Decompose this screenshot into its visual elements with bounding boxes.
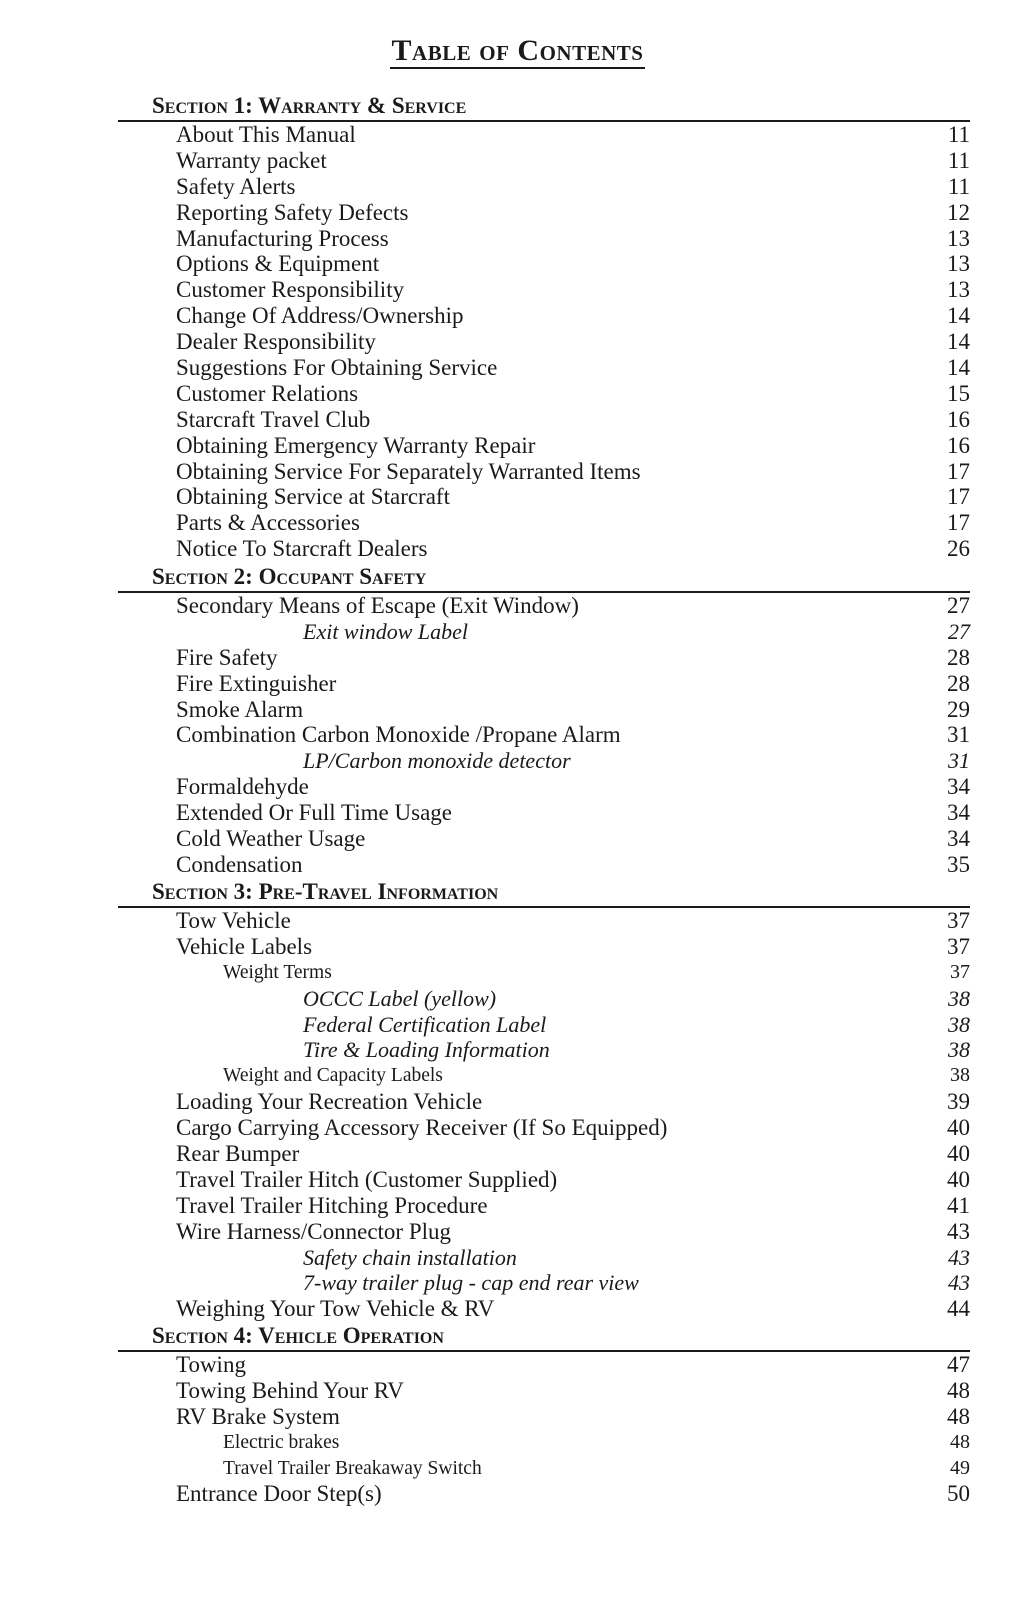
- toc-entry-page-number: 38: [948, 985, 970, 1011]
- toc-entry[interactable]: [118, 1404, 970, 1430]
- toc-entry[interactable]: [118, 484, 970, 510]
- toc-entry-page-number: 16: [947, 406, 970, 432]
- toc-entry-page-number: 40: [947, 1166, 970, 1192]
- toc-entry-page-number: 13: [947, 251, 970, 277]
- toc-entry[interactable]: [118, 645, 970, 671]
- toc-entry-page-number: 17: [947, 510, 970, 536]
- toc-entry-page-number: 29: [947, 696, 970, 722]
- toc-entry-page-number: 17: [947, 484, 970, 510]
- toc-entry[interactable]: [118, 1219, 970, 1245]
- toc-entry-page-number: 14: [947, 329, 970, 355]
- toc-entry[interactable]: [118, 826, 970, 852]
- toc-section-1: [118, 92, 970, 562]
- toc-entry-title: Safety Alerts: [176, 173, 296, 199]
- toc-entry-title: RV Brake System: [176, 1403, 340, 1429]
- toc-entry-page-number: 16: [947, 432, 970, 458]
- toc-entry[interactable]: [118, 1270, 970, 1296]
- toc-section-3: [118, 878, 970, 1322]
- toc-entry[interactable]: [118, 174, 970, 200]
- toc-entry-page-number: 41: [947, 1192, 970, 1218]
- toc-entry-title: Customer Responsibility: [176, 277, 405, 303]
- toc-entry-page-number: 43: [948, 1270, 970, 1296]
- toc-entry-title: Federal Certification Label: [303, 1011, 547, 1037]
- toc-entry-page-number: 39: [947, 1089, 970, 1115]
- toc-entry[interactable]: [118, 381, 970, 407]
- toc-entry-page-number: 37: [950, 960, 970, 983]
- toc-entry[interactable]: [118, 671, 970, 697]
- toc-entry-page-number: 14: [947, 303, 970, 329]
- toc-entry[interactable]: [118, 908, 970, 934]
- toc-entry[interactable]: [118, 852, 970, 878]
- toc-entry-title: Suggestions For Obtaining Service: [176, 355, 498, 381]
- toc-entry[interactable]: [118, 774, 970, 800]
- toc-entry-page-number: 49: [950, 1456, 970, 1479]
- toc-entry[interactable]: [118, 1481, 970, 1507]
- page-title-text: Table of Contents: [391, 34, 644, 67]
- toc-entry-page-number: 47: [947, 1352, 970, 1377]
- toc-entry-page-number: 12: [947, 199, 970, 225]
- toc-entry-page-number: 13: [947, 225, 970, 251]
- toc-entry[interactable]: [118, 459, 970, 485]
- toc-entry-title: Parts & Accessories: [176, 510, 360, 536]
- toc-entry-title: Condensation: [176, 851, 303, 877]
- toc-entry-page-number: 14: [947, 355, 970, 381]
- toc-entry-title: Obtaining Emergency Warranty Repair: [176, 432, 536, 458]
- toc-entry-page-number: 27: [948, 618, 970, 644]
- section-heading: Section 4: Vehicle Operation: [118, 1322, 970, 1352]
- toc-entry-page-number: 38: [948, 1037, 970, 1063]
- toc-entry-title: Dealer Responsibility: [176, 329, 376, 355]
- toc-entry-title: Travel Trailer Hitching Procedure: [176, 1192, 488, 1218]
- toc-entry[interactable]: [118, 986, 970, 1012]
- toc-entry[interactable]: [118, 329, 970, 355]
- toc-entry-page-number: 17: [947, 458, 970, 484]
- toc-entry[interactable]: [118, 1296, 970, 1322]
- toc-entry[interactable]: [118, 1063, 970, 1089]
- toc-entry[interactable]: [118, 1167, 970, 1193]
- toc-entry-title: Starcraft Travel Club: [176, 406, 371, 432]
- toc-entry-title: Formaldehyde: [176, 774, 309, 800]
- toc-entry[interactable]: [118, 510, 970, 536]
- toc-entry-title: Fire Safety: [176, 644, 278, 670]
- toc-entry-page-number: 31: [947, 722, 970, 748]
- toc-entry[interactable]: [118, 1245, 970, 1271]
- toc-entry-page-number: 13: [947, 277, 970, 303]
- toc-entry-page-number: 38: [950, 1064, 970, 1087]
- toc-entry-page-number: 35: [947, 851, 970, 877]
- toc-entry[interactable]: [118, 303, 970, 329]
- section-heading: Section 1: Warranty & Service: [118, 92, 970, 122]
- toc-entry-title: Towing Behind Your RV: [176, 1377, 404, 1403]
- toc-entry-title: Rear Bumper: [176, 1141, 300, 1167]
- toc-entry-title: Options & Equipment: [176, 251, 380, 277]
- toc-entry[interactable]: [118, 433, 970, 459]
- toc-entry[interactable]: [118, 1037, 970, 1063]
- toc-entry-page-number: 28: [947, 670, 970, 696]
- toc-entry-title: Tow Vehicle: [176, 908, 291, 933]
- toc-entry-title: Electric brakes: [223, 1431, 340, 1453]
- toc-entry[interactable]: [118, 697, 970, 723]
- toc-entry-page-number: 48: [947, 1403, 970, 1429]
- toc-entry-title: LP/Carbon monoxide detector: [303, 748, 571, 774]
- toc-entry-title: Loading Your Recreation Vehicle: [176, 1089, 483, 1115]
- toc-entry-page-number: 38: [948, 1011, 970, 1037]
- toc-entry-page-number: 15: [947, 380, 970, 406]
- toc-entry-title: Towing: [176, 1352, 246, 1377]
- toc-entry[interactable]: [118, 251, 970, 277]
- toc-entry[interactable]: [118, 960, 970, 986]
- toc-entry[interactable]: [118, 1089, 970, 1115]
- toc-entry-title: Obtaining Service at Starcraft: [176, 484, 450, 510]
- toc-entry-title: OCCC Label (yellow): [303, 985, 497, 1011]
- toc-entry[interactable]: [118, 1141, 970, 1167]
- toc-entry[interactable]: [118, 1430, 970, 1456]
- toc-entry-title: Extended Or Full Time Usage: [176, 800, 452, 826]
- toc-entry-title: Weight and Capacity Labels: [223, 1065, 443, 1087]
- toc-entry-title: Secondary Means of Escape (Exit Window): [176, 593, 579, 618]
- toc-entry-page-number: 37: [947, 908, 970, 933]
- toc-entry[interactable]: [118, 1012, 970, 1038]
- toc-entry[interactable]: [118, 355, 970, 381]
- toc-entry[interactable]: [118, 800, 970, 826]
- toc-entry-page-number: 31: [948, 748, 970, 774]
- section-heading: Section 2: Occupant Safety: [118, 563, 970, 593]
- toc-entry-title: Weight Terms: [223, 961, 332, 983]
- toc-entry-title: Entrance Door Step(s): [176, 1481, 382, 1507]
- toc-entry-title: Vehicle Labels: [176, 933, 313, 959]
- toc-entry-title: Warranty packet: [176, 147, 327, 173]
- toc-entry-page-number: 27: [947, 593, 970, 618]
- toc-entry-page-number: 11: [947, 122, 970, 147]
- toc-entry[interactable]: [118, 934, 970, 960]
- toc-entry-page-number: 43: [948, 1244, 970, 1270]
- toc-section-2: [118, 563, 970, 878]
- toc-entry-page-number: 34: [947, 774, 970, 800]
- toc-entry-page-number: 40: [947, 1115, 970, 1141]
- toc-entry-title: Safety chain installation: [303, 1244, 517, 1270]
- toc-entry[interactable]: [118, 593, 970, 619]
- toc-entry-title: Travel Trailer Breakaway Switch: [223, 1457, 482, 1479]
- toc-entry[interactable]: [118, 536, 970, 562]
- toc-entry-title: Weighing Your Tow Vehicle & RV: [176, 1296, 495, 1322]
- toc-entry-title: Customer Relations: [176, 380, 359, 406]
- toc-entry-page-number: 11: [947, 173, 970, 199]
- toc-entry-page-number: 34: [947, 826, 970, 852]
- toc-entry-title: Travel Trailer Hitch (Customer Supplied): [176, 1166, 558, 1192]
- toc-entry[interactable]: [118, 148, 970, 174]
- toc-entry[interactable]: [118, 226, 970, 252]
- toc-entry[interactable]: [118, 1352, 970, 1378]
- toc-entry[interactable]: [118, 1378, 970, 1404]
- toc-entry-page-number: 48: [947, 1377, 970, 1403]
- toc-entry-title: Tire & Loading Information: [303, 1037, 550, 1063]
- toc-entry-page-number: 28: [947, 644, 970, 670]
- page-title: [0, 34, 1035, 74]
- toc-entry-title: Fire Extinguisher: [176, 670, 337, 696]
- toc-entry[interactable]: [118, 1193, 970, 1219]
- toc-entry-title: Change Of Address/Ownership: [176, 303, 464, 329]
- toc-entry-title: Smoke Alarm: [176, 696, 304, 722]
- toc-entry[interactable]: [118, 407, 970, 433]
- toc-entry-page-number: 43: [947, 1218, 970, 1244]
- toc-entry-title: 7-way trailer plug - cap end rear view: [303, 1270, 639, 1296]
- toc-entry-page-number: 11: [947, 147, 970, 173]
- toc-entry-page-number: 40: [947, 1141, 970, 1167]
- toc-entry[interactable]: [118, 277, 970, 303]
- toc-entry-page-number: 48: [950, 1430, 970, 1453]
- toc-entry-title: Combination Carbon Monoxide /Propane Alarm: [176, 722, 621, 748]
- toc-entry-title: About This Manual: [176, 122, 356, 147]
- toc-entry-title: Reporting Safety Defects: [176, 199, 409, 225]
- toc-entry[interactable]: [118, 748, 970, 774]
- toc-entry-title: Cargo Carrying Accessory Receiver (If So Equipped): [176, 1115, 668, 1141]
- toc-entry-title: Wire Harness/Connector Plug: [176, 1218, 452, 1244]
- section-heading: Section 3: Pre-Travel Information: [118, 878, 970, 908]
- toc-entry-title: Obtaining Service For Separately Warranted Items: [176, 458, 641, 484]
- toc-entry-title: Exit window Label: [303, 618, 468, 644]
- toc-entry-page-number: 34: [947, 800, 970, 826]
- toc-entry-title: Cold Weather Usage: [176, 826, 366, 852]
- toc-entry-page-number: 26: [947, 536, 970, 562]
- toc-entry-page-number: 37: [947, 933, 970, 959]
- toc-entry[interactable]: [118, 1456, 970, 1482]
- toc-entry-title: Notice To Starcraft Dealers: [176, 536, 428, 562]
- toc-entry-page-number: 44: [947, 1296, 970, 1322]
- toc-entry[interactable]: [118, 122, 970, 148]
- toc-entry[interactable]: [118, 200, 970, 226]
- toc-entry[interactable]: [118, 1115, 970, 1141]
- toc-section-4: [118, 1322, 970, 1507]
- toc-entry[interactable]: [118, 619, 970, 645]
- toc-entry-title: Manufacturing Process: [176, 225, 389, 251]
- toc-entry-page-number: 50: [947, 1481, 970, 1507]
- toc-entry[interactable]: [118, 722, 970, 748]
